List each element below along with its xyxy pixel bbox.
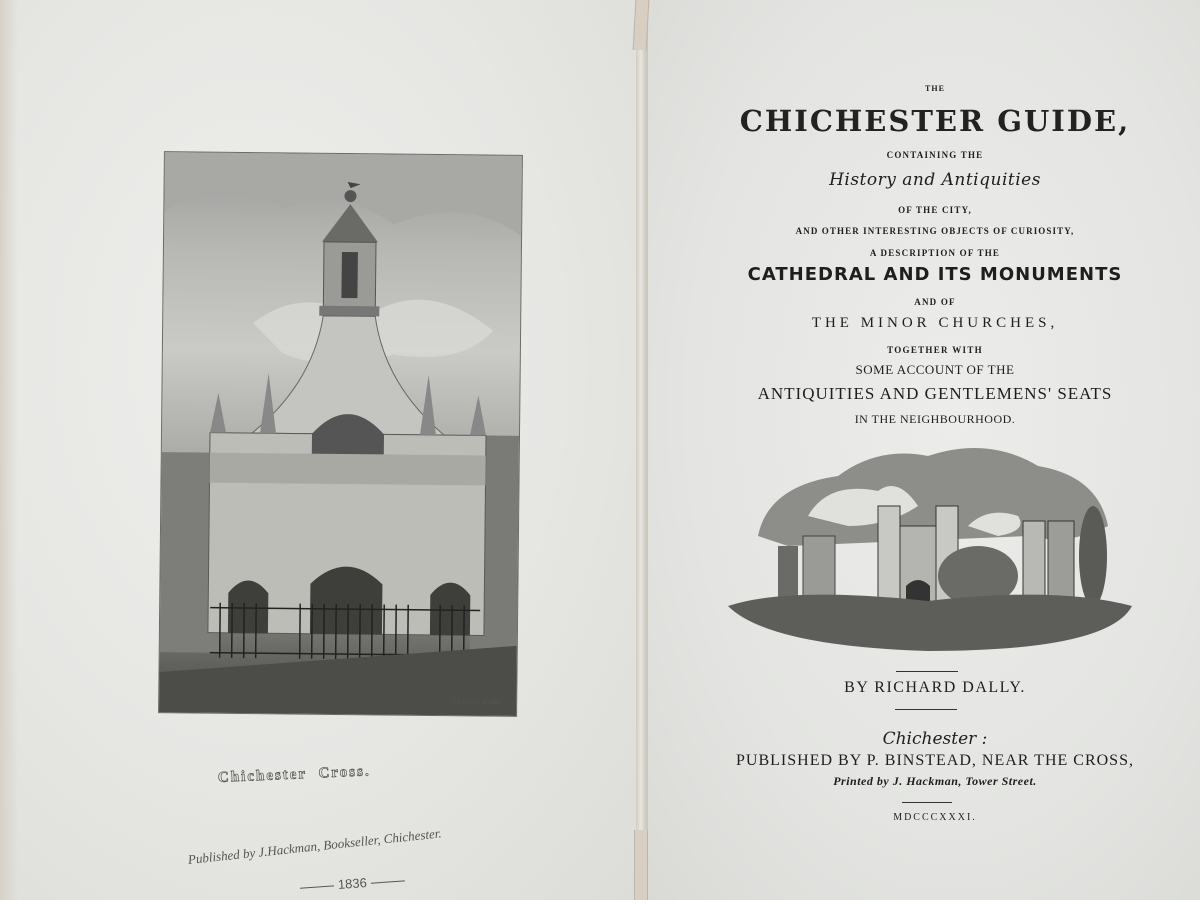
plate-caption-word1: Chichester — [217, 766, 308, 786]
neighbourhood-line: IN THE NEIGHBOURHOOD. — [854, 412, 1016, 426]
plate-imprint: Published by J.Hackman, Bookseller, Chichester. — [187, 825, 443, 867]
book-gutter — [636, 0, 648, 900]
rule-above-date — [902, 802, 952, 803]
rule-above-author — [896, 671, 958, 672]
minor-churches-heading: THE MINOR CHURCHES, — [811, 315, 1059, 331]
title-the: THE — [925, 84, 945, 93]
author-line: BY RICHARD DALLY. — [844, 679, 1026, 696]
main-title: CHICHESTER GUIDE, — [739, 104, 1131, 138]
history-line: History and Antiquities — [829, 170, 1041, 190]
some-account-line: SOME ACCOUNT OF THE — [855, 362, 1015, 377]
publisher-line: PUBLISHED BY P. BINSTEAD, NEAR THE CROSS, — [736, 752, 1134, 769]
cathedral-heading: CATHEDRAL AND ITS MONUMENTS — [747, 264, 1123, 285]
frontispiece-engraving — [158, 151, 523, 717]
antiquities-heading: ANTIQUITIES AND GENTLEMENS' SEATS — [757, 384, 1113, 403]
ruins-vignette — [728, 436, 1132, 658]
chichester-cross-illustration — [159, 152, 522, 716]
rule-below-author — [895, 709, 957, 710]
binding-tab-top — [633, 0, 650, 50]
rule-right — [371, 880, 405, 883]
binding-tab-bottom — [634, 830, 648, 900]
of-city-line: OF THE CITY, — [898, 205, 972, 215]
containing-line: CONTAINING THE — [886, 150, 984, 160]
date-line: MDCCCXXXI. — [893, 812, 977, 823]
description-line: A DESCRIPTION OF THE — [869, 248, 1001, 258]
plate-caption-word2: Cross. — [318, 763, 371, 782]
and-of-line: AND OF — [914, 297, 956, 307]
place-line: Chichester : — [882, 729, 988, 749]
engraver-credit: J.Carter. sculpᵗ — [452, 697, 501, 706]
other-objects-line: AND OTHER INTERESTING OBJECTS OF CURIOSITY, — [795, 226, 1075, 236]
printer-line: Printed by J. Hackman, Tower Street. — [833, 774, 1037, 788]
together-line: TOGETHER WITH — [887, 345, 983, 355]
plate-year-text: 1836 — [337, 875, 368, 893]
rule-left — [300, 885, 334, 888]
